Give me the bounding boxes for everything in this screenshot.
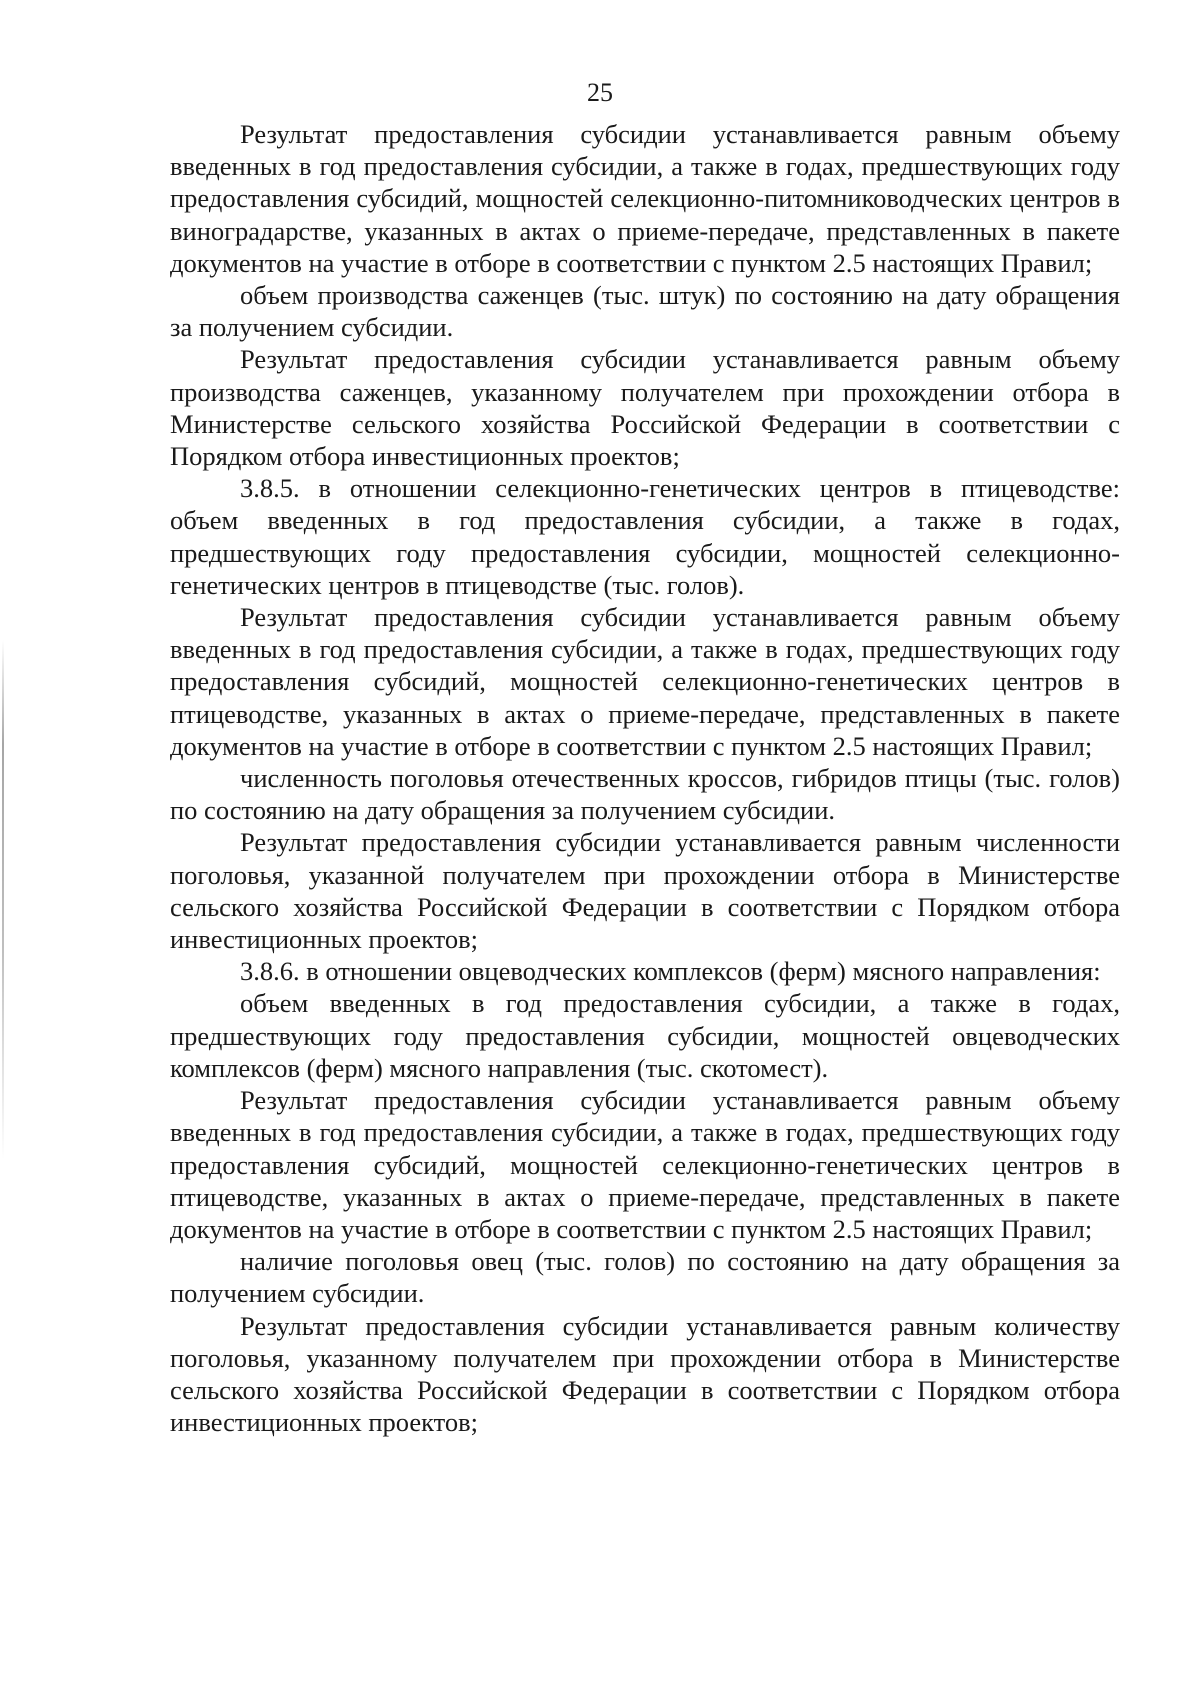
paragraph: 3.8.5. в отношении селекционно-генетических центров в птицеводстве: объем введенных в год предоставления субсидии, а также в годах, предшествующих году предоставления субсидии, мощностей селекционно-генетических центров в птицеводстве (тыс. голов). [170, 473, 1120, 600]
paragraph: Результат предоставления субсидии устанавливается равным объему введенных в год предоставления субсидии, а также в годах, предшествующих году предоставления субсидий, мощностей селекционно-генетических центров в птицеводстве, указанных в актах о приеме-передаче, представленных в пакете документов на участие в отборе в соответствии с пунктом 2.5 настоящих Правил; [170, 1085, 1120, 1244]
paragraph: объем введенных в год предоставления субсидии, а также в годах, предшествующих году предоставления субсидии, мощностей овцеводческих комплексов (ферм) мясного направления (тыс. скотомест). [170, 988, 1120, 1083]
paragraph: Результат предоставления субсидии устанавливается равным объему введенных в год предоставления субсидии, а также в годах, предшествующих году предоставления субсидий, мощностей селекционно-генетических центров в птицеводстве, указанных в актах о приеме-передаче, представленных в пакете документов на участие в отборе в соответствии с пунктом 2.5 настоящих Правил; [170, 602, 1120, 761]
paragraph: наличие поголовья овец (тыс. голов) по состоянию на дату обращения за получением субсидии. [170, 1246, 1120, 1309]
paragraph: численность поголовья отечественных кроссов, гибридов птицы (тыс. голов) по состоянию на дату обращения за получением субсидии. [170, 763, 1120, 826]
page-number: 25 [587, 78, 613, 107]
paragraph: 3.8.6. в отношении овцеводческих комплексов (ферм) мясного направления: [240, 956, 1101, 987]
paragraph: Результат предоставления субсидии устанавливается равным количеству поголовья, указанному получателем при прохождении отбора в Министерстве сельского хозяйства Российской Федерации в соответствии с Порядком отбора инвестиционных проектов; [170, 1310, 1120, 1438]
scan-edge-artifact [2, 640, 4, 1160]
paragraph: объем производства саженцев (тыс. штук) по состоянию на дату обращения за получением субсидии. [170, 280, 1120, 343]
document-body [170, 118, 1120, 1438]
paragraph: Результат предоставления субсидии устанавливается равным объему производства саженцев, указанному получателем при прохождении отбора в Министерстве сельского хозяйства Российской Федерации в соответствии с Порядком отбора инвестиционных проектов; [170, 344, 1120, 472]
paragraph: Результат предоставления субсидии устанавливается равным численности поголовья, указанной получателем при прохождении отбора в Министерстве сельского хозяйства Российской Федерации в соответствии с Порядком отбора инвестиционных проектов; [170, 827, 1120, 955]
paragraph: Результат предоставления субсидии устанавливается равным объему введенных в год предоставления субсидии, а также в годах, предшествующих году предоставления субсидий, мощностей селекционно-питомниководческих центров в виноградарстве, указанных в актах о приеме-передаче, представленных в пакете документов на участие в отборе в соответствии с пунктом 2.5 настоящих Правил; [170, 119, 1120, 278]
